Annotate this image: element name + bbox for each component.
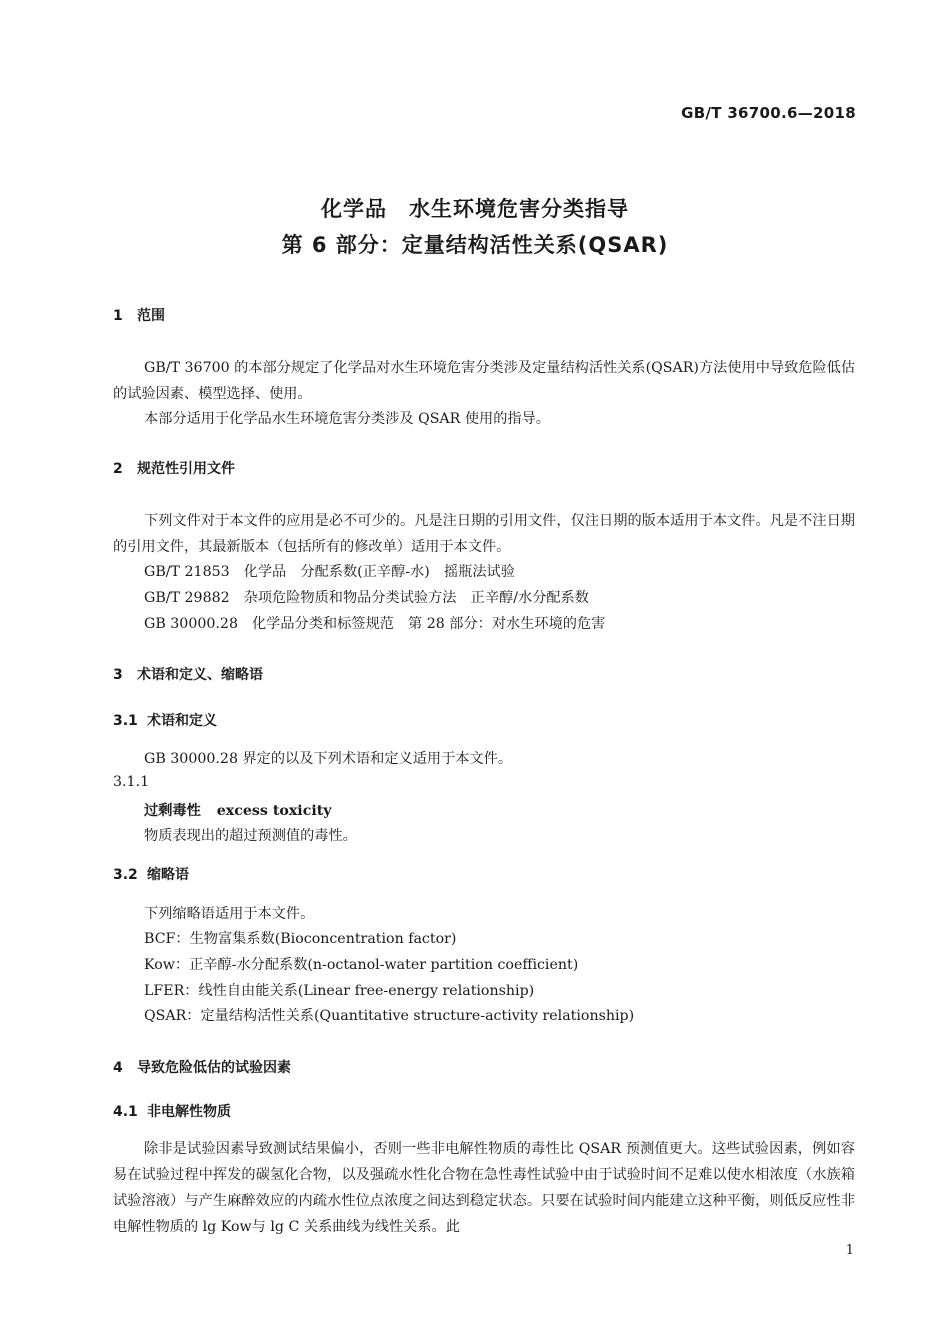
reference-title: 杂项危险物质和物品分类试验方法 正辛醇/水分配系数	[243, 590, 589, 606]
subsection-4-1-heading	[113, 1101, 231, 1121]
section-title: 缩略语	[147, 867, 189, 883]
abbreviation-item: BCF：生物富集系数(Bioconcentration factor)	[144, 931, 457, 947]
section-title: 非电解性物质	[147, 1104, 231, 1120]
section-title: 术语和定义	[147, 713, 217, 729]
term-english: excess toxicity	[216, 803, 332, 819]
section-1-paragraph-2: 本部分适用于化学品水生环境危害分类涉及 QSAR 使用的指导。	[144, 411, 550, 427]
abbreviation-item: LFER：线性自由能关系(Linear free-energy relationship)	[144, 983, 535, 999]
page-number: 1	[845, 1243, 854, 1258]
normative-reference	[144, 587, 589, 607]
normative-reference	[144, 613, 605, 633]
section-title: 规范性引用文件	[137, 461, 235, 477]
section-1-paragraph-1: GB/T 36700 的本部分规定了化学品对水生环境危害分类涉及定量结构活性关系(QSAR)方法使用中导致危险低估的试验因素、模型选择、使用。	[113, 360, 856, 402]
section-number: 3.1	[113, 713, 138, 729]
section-number: 1	[113, 308, 123, 324]
reference-title: 化学品 分配系数(正辛醇-水) 摇瓶法试验	[243, 564, 515, 580]
reference-title: 化学品分类和标签规范 第 28 部分：对水生环境的危害	[251, 616, 606, 632]
abbreviations-intro: 下列缩略语适用于本文件。	[144, 906, 315, 922]
section-number: 3.2	[113, 867, 138, 883]
term-chinese: 过剩毒性	[144, 803, 201, 819]
reference-code: GB/T 21853	[144, 564, 230, 580]
section-number: 2	[113, 461, 123, 477]
term-entry	[144, 800, 332, 820]
subsection-3-1-heading	[113, 710, 217, 730]
section-1-heading	[113, 305, 165, 325]
reference-code: GB/T 29882	[144, 590, 230, 606]
section-4-heading	[113, 1057, 291, 1077]
section-number: 4.1	[113, 1104, 138, 1120]
section-2-heading	[113, 458, 235, 478]
section-3-heading	[113, 664, 263, 684]
subsection-4-1-paragraph: 除非是试验因素导致测试结果偏小，否则一些非电解性物质的毒性比 QSAR 预测值更大。这些试验因素，例如容易在试验过程中挥发的碳氢化合物，以及强疏水性化合物在急性毒性试验中由于试验时间不足难以使水相浓度（水族箱试验溶液）与产生麻醉效应的内疏水性位点浓度之间达到稳定状态。只要在试验时间内能建立这种平衡，则低反应性非电解性物质的 lg Kow与 lg C 关系曲线为线性关系。此	[113, 1141, 855, 1235]
document-title-line2: 第 6 部分：定量结构活性关系(QSAR)	[281, 233, 669, 257]
section-title: 术语和定义、缩略语	[137, 667, 263, 683]
section-number: 4	[113, 1060, 123, 1076]
clause-3-1-1-number: 3.1.1	[113, 774, 150, 790]
abbreviation-item: QSAR：定量结构活性关系(Quantitative structure-activity relationship)	[144, 1008, 635, 1024]
section-2-paragraph: 下列文件对于本文件的应用是必不可少的。凡是注日期的引用文件，仅注日期的版本适用于本文件。凡是不注日期的引用文件，其最新版本（包括所有的修改单）适用于本文件。	[113, 513, 855, 555]
subsection-3-2-heading	[113, 864, 189, 884]
section-number: 3	[113, 667, 123, 683]
abbreviation-item: Kow：正辛醇-水分配系数(n-octanol-water partition coefficient)	[144, 957, 579, 973]
term-definition: 物质表现出的超过预测值的毒性。	[144, 828, 357, 844]
document-title-line1: 化学品 水生环境危害分类指导	[321, 197, 629, 221]
subsection-3-1-paragraph: GB 30000.28 界定的以及下列术语和定义适用于本文件。	[144, 751, 513, 767]
normative-reference	[144, 561, 515, 581]
section-title: 导致危险低估的试验因素	[137, 1060, 291, 1076]
reference-code: GB 30000.28	[144, 616, 238, 632]
standard-number: GB/T 36700.6—2018	[681, 104, 856, 122]
section-title: 范围	[137, 308, 165, 324]
